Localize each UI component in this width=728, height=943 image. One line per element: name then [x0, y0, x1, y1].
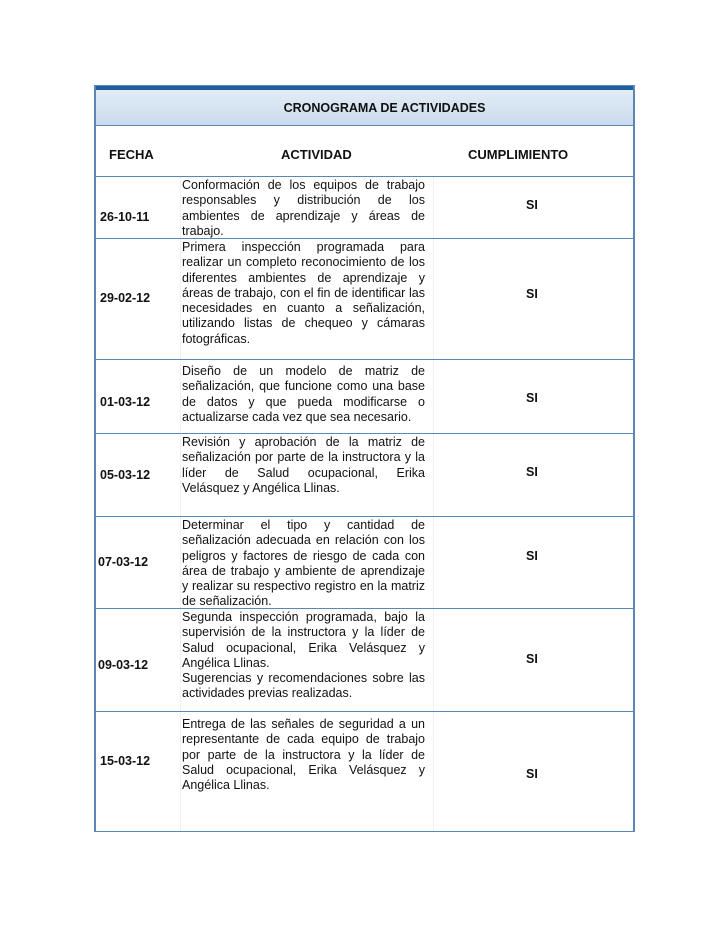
row-actividad: Primera inspección programada para realizar un completo reconocimiento de los diferentes ambientes de aprendizaje y áreas de trabajo, con el fin de identificar las necesidades en cuanto a señalización, utilizando listas de chequeo y cámaras fotográficas. — [182, 240, 425, 346]
table-row — [96, 609, 633, 712]
cronograma-table — [94, 85, 635, 832]
row-cumplimiento: SI — [526, 287, 538, 301]
row-cumplimiento: SI — [526, 652, 538, 666]
table-row — [96, 712, 633, 833]
row-fecha: 26-10-11 — [100, 210, 150, 224]
row-cumplimiento: SI — [526, 198, 538, 212]
row-actividad-extra: Sugerencias y recomendaciones sobre las actividades previas realizadas. — [182, 671, 425, 701]
row-fecha: 15-03-12 — [100, 754, 151, 768]
row-fecha: 29-02-12 — [100, 291, 151, 305]
header-cumplimiento: CUMPLIMIENTO — [468, 147, 569, 162]
row-cumplimiento: SI — [526, 767, 538, 781]
table-row — [96, 360, 633, 434]
row-actividad: Diseño de un modelo de matriz de señalización, que funcione como una base de datos y que pueda modificarse o actualizarse cada vez que sea necesario. — [182, 364, 425, 424]
table-row — [96, 517, 633, 609]
row-cumplimiento: SI — [526, 391, 538, 405]
row-fecha: 01-03-12 — [100, 395, 151, 409]
header-actividad: ACTIVIDAD — [281, 147, 352, 162]
row-actividad — [182, 610, 425, 702]
table-title: CRONOGRAMA DE ACTIVIDADES — [283, 101, 486, 115]
row-cumplimiento: SI — [526, 465, 538, 479]
row-actividad: Conformación de los equipos de trabajo responsables y distribución de los ambientes de aprendizaje y áreas de trabajo. — [182, 178, 425, 238]
table-row — [96, 434, 633, 517]
row-actividad: Revisión y aprobación de la matriz de señalización por parte de la instructora y la líder de Salud ocupacional, Erika Velásquez y Angélica Llinas. — [182, 435, 425, 495]
row-fecha: 05-03-12 — [100, 468, 151, 482]
table-row — [96, 177, 633, 239]
table-row — [96, 239, 633, 360]
row-actividad-text: Segunda inspección programada, bajo la supervisión de la instructora y la líder de Salud ocupacional, Erika Velásquez y Angélica Llinas. — [182, 610, 425, 670]
row-fecha: 07-03-12 — [98, 555, 149, 569]
title-bar — [96, 86, 633, 126]
row-actividad: Entrega de las señales de seguridad a un representante de cada equipo de trabajo por parte de la instructora y la líder de Salud ocupacional, Erika Velásquez y Angélica Llinas. — [182, 717, 425, 793]
header-fecha: FECHA — [109, 147, 154, 162]
row-fecha: 09-03-12 — [98, 658, 149, 672]
row-cumplimiento: SI — [526, 549, 538, 563]
header-row — [96, 126, 633, 177]
row-actividad: Determinar el tipo y cantidad de señalización adecuada en relación con los peligros y factores de riesgo de cada con área de trabajo y ambiente de aprendizaje y realizar su respectivo registro en la matriz de señalización. — [182, 518, 425, 609]
